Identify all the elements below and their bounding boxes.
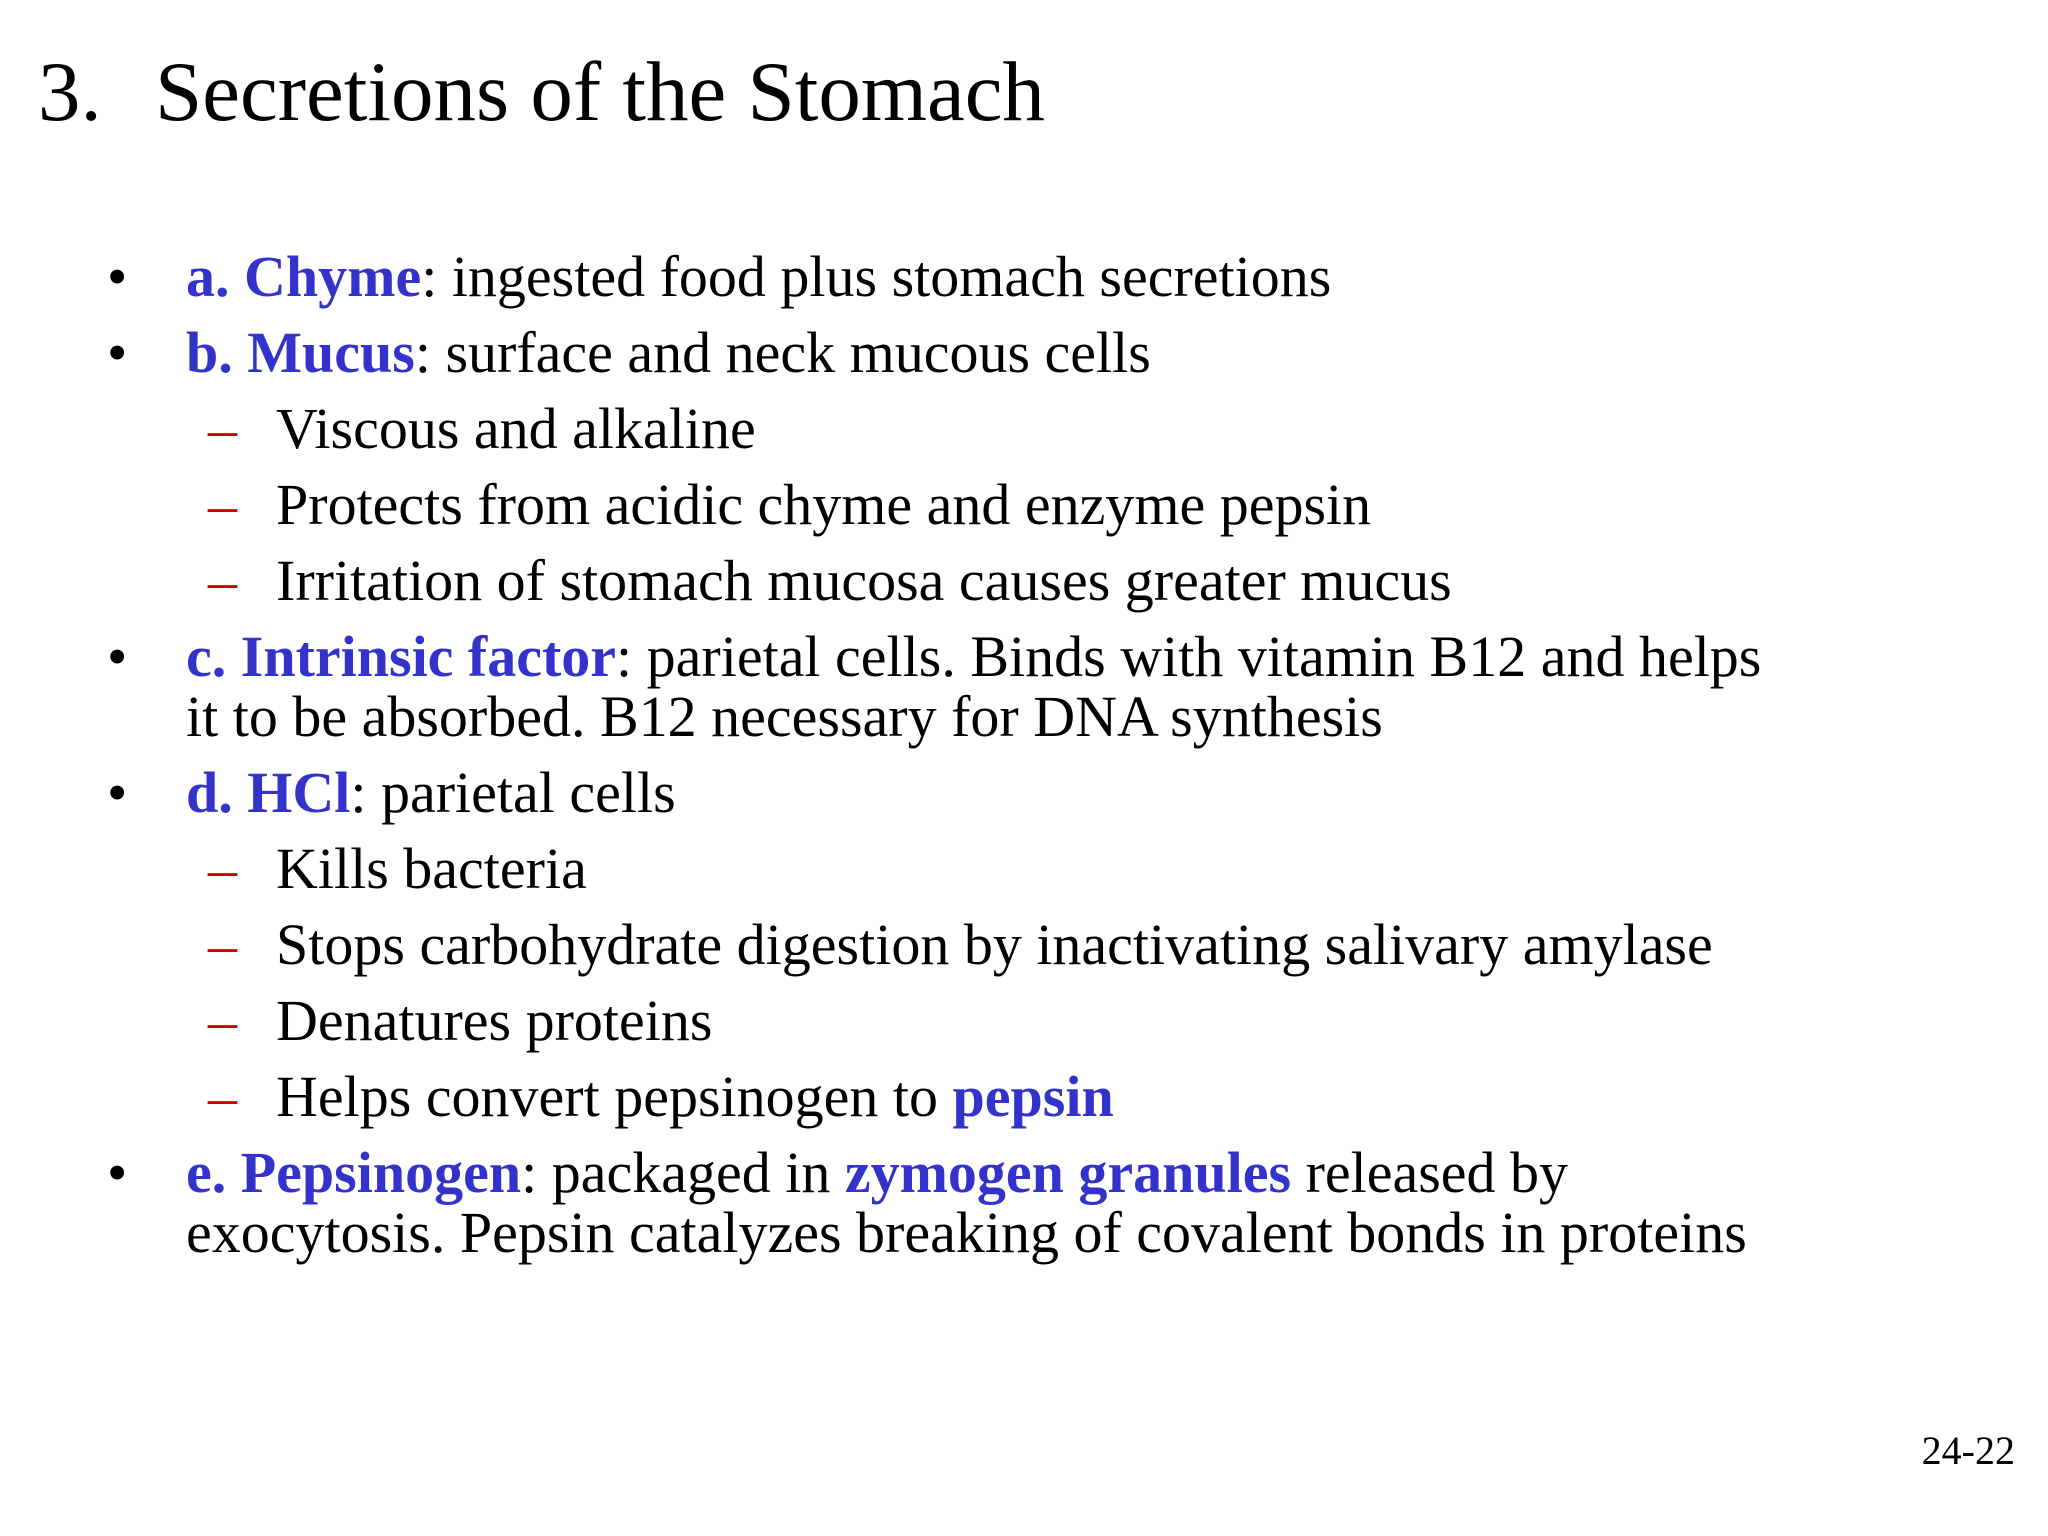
text-chyme: : ingested food plus stomach secretions — [421, 244, 1332, 309]
sub-item-pepsin — [276, 1064, 1114, 1130]
sub-item: Irritation of stomach mucosa causes greater mucus — [276, 548, 1452, 613]
sub-item: Protects from acidic chyme and enzyme pepsin — [276, 472, 1372, 537]
dash-icon: – — [208, 988, 237, 1053]
term-hcl: d. HCl — [186, 760, 351, 825]
item-mucus — [186, 320, 1151, 386]
term-mucus: b. Mucus — [186, 320, 415, 385]
dash-icon: – — [208, 1064, 237, 1129]
dash-icon: – — [208, 396, 237, 461]
item-intrinsic-factor — [186, 624, 1761, 690]
item-hcl — [186, 760, 676, 826]
sub-item: Viscous and alkaline — [276, 396, 756, 461]
bullet-icon: • — [107, 624, 128, 689]
term-chyme: a. Chyme — [186, 244, 422, 309]
term-pepsinogen: e. Pepsinogen — [186, 1140, 522, 1205]
title-number: 3. — [38, 45, 102, 139]
item-pepsinogen — [186, 1140, 1568, 1206]
sub-item-text: Helps convert pepsinogen to — [276, 1064, 953, 1129]
sub-item: Stops carbohydrate digestion by inactivating salivary amylase — [276, 912, 1713, 977]
page-number: 24-22 — [1921, 1428, 2015, 1473]
sub-item: Denatures proteins — [276, 988, 713, 1053]
sub-item: Kills bacteria — [276, 836, 587, 901]
bullet-icon: • — [107, 244, 128, 309]
bullet-icon: • — [107, 320, 128, 385]
bullet-icon: • — [107, 1140, 128, 1205]
title-text: Secretions of the Stomach — [155, 45, 1045, 139]
item-intrinsic-factor-continuation: it to be absorbed. B12 necessary for DNA synthesis — [186, 684, 1383, 749]
dash-icon: – — [208, 912, 237, 977]
item-chyme — [186, 244, 1331, 310]
term-intrinsic-factor: c. Intrinsic factor — [186, 624, 617, 689]
bullet-icon: • — [107, 760, 128, 825]
text-mucus: : surface and neck mucous cells — [414, 320, 1151, 385]
text-pepsinogen-1: : packaged in — [521, 1140, 845, 1205]
text-pepsinogen-2: released by — [1291, 1140, 1569, 1205]
slide-title — [38, 42, 1045, 142]
dash-icon: – — [208, 548, 237, 613]
text-intrinsic-factor: : parietal cells. Binds with vitamin B12 and helps — [616, 624, 1762, 689]
term-pepsin: pepsin — [952, 1064, 1114, 1129]
text-hcl: : parietal cells — [350, 760, 676, 825]
term-zymogen-granules: zymogen granules — [844, 1140, 1292, 1205]
dash-icon: – — [208, 836, 237, 901]
item-pepsinogen-continuation: exocytosis. Pepsin catalyzes breaking of covalent bonds in proteins — [186, 1200, 1747, 1265]
dash-icon: – — [208, 472, 237, 537]
